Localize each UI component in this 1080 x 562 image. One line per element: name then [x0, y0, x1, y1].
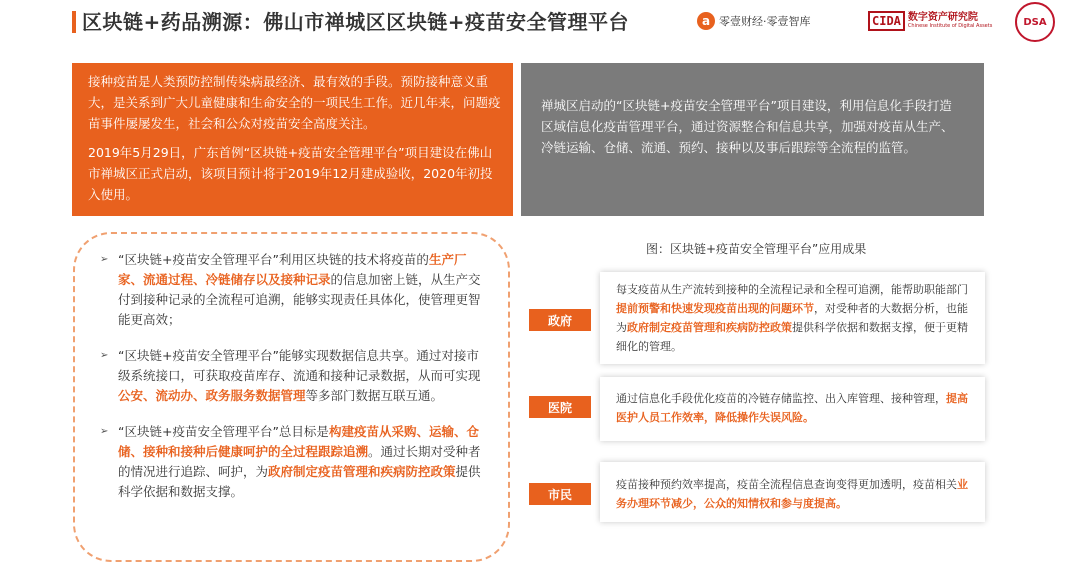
dsa-seal-text: DSA — [1023, 16, 1047, 28]
intro-paragraph-2: 2019年5月29日，广东首例“区块链+疫苗安全管理平台”项目建设在佛山市禅城区正式启动，该项目预计将于2019年12月建成验收，2020年初投入使用。 — [88, 145, 493, 202]
page-title: 区块链+药品溯源：佛山市禅城区区块链+疫苗安全管理平台 — [82, 10, 630, 34]
bullet-highlight: 生产厂家、流通过程、冷链储存以及接种记录 — [118, 252, 467, 287]
summary-text: 禅城区启动的“区块链+疫苗安全管理平台”项目建设，利用信息化手段打造区域信息化疫苗管理平台，通过资源整合和信息共享，加强对疫苗从生产、冷链运输、仓储、流通、预约、接种以及事后跟踪等全流程的监管。 — [541, 98, 954, 155]
card-text: 每支疫苗从生产流转到接种的全流程记录和全程可追溯，能帮助职能部门 — [616, 283, 968, 296]
bullets-panel — [100, 250, 488, 518]
summary-box — [521, 63, 984, 216]
card-text: 疫苗接种预约效率提高，疫苗全流程信息查询变得更加透明，疫苗相关 — [616, 478, 957, 491]
intro-paragraph-1: 接种疫苗是人类预防控制传染病最经济、最有效的手段。预防接种意义重大，是关系到广大儿童健康和生命安全的一项民生工作。近几年来，问题疫苗事件屡屡发生，社会和公众对疫苗安全高度关注。 — [88, 74, 501, 131]
arrow-bullet-icon: ➢ — [100, 254, 109, 265]
cida-logo — [868, 9, 992, 33]
cida-logo-mark: CIDA — [868, 11, 905, 31]
title-accent-bar — [72, 11, 76, 33]
result-card-hospital — [600, 377, 985, 441]
lingyi-logo-text: 零壹财经·零壹智库 — [719, 15, 811, 28]
lingyi-logo-icon: a — [697, 12, 715, 30]
bullet-item — [100, 250, 488, 330]
arrow-bullet-icon: ➢ — [100, 426, 109, 437]
card-text: 提供科学依据和数据支撑，便于更精细化的管理。 — [616, 321, 968, 353]
bullet-highlight: 公安、流动办、政务服务数据管理 — [118, 388, 306, 403]
bullet-text: 提供科学依据和数据支撑。 — [118, 464, 481, 499]
bullet-text: “区块链+疫苗安全管理平台”能够实现数据信息共享。通过对接市级系统接口，可获取疫苗库存、流通和接种记录数据，从而可实现 — [118, 348, 481, 383]
arrow-bullet-icon: ➢ — [100, 350, 109, 361]
card-highlight: 提前预警和快速发现疫苗出现的问题环节 — [616, 302, 814, 315]
bullet-text: 的信息加密上链，从生产交付到接种记录的全流程可追溯，能够实现责任具体化，使管理更智能更高效； — [118, 272, 481, 327]
cida-logo-cn: 数字资产研究院 — [907, 12, 978, 23]
card-text: ，对受种者的大数据分析，也能为 — [616, 302, 968, 334]
bullet-highlight: 构建疫苗从采购、运输、仓储、接种和接种后健康呵护的全过程跟踪追溯 — [118, 424, 479, 459]
bullet-item — [100, 422, 488, 502]
bullet-text: 等多部门数据互联互通。 — [305, 388, 444, 403]
card-highlight: 政府制定疫苗管理和疾病防控政策 — [627, 321, 792, 334]
bullet-item — [100, 346, 488, 406]
header — [0, 0, 1080, 44]
cida-logo-en: Chinese Institute of Digital Assets — [907, 23, 993, 29]
tag-citizen: 市民 — [529, 483, 591, 505]
card-highlight: 提高医护人员工作效率，降低操作失误风险。 — [616, 392, 968, 424]
figure-caption: 图：区块链+疫苗安全管理平台”应用成果 — [646, 242, 867, 256]
dsa-seal-icon — [1015, 2, 1055, 42]
result-card-government — [600, 272, 985, 364]
intro-box — [72, 63, 513, 216]
bullet-text: 。通过长期对受种者的情况进行追踪、呵护，为 — [118, 444, 481, 479]
result-card-citizen — [600, 462, 985, 522]
bullet-text: “区块链+疫苗安全管理平台”利用区块链的技术将疫苗的 — [118, 252, 429, 267]
card-highlight: 业务办理环节减少，公众的知情权和参与度提高。 — [616, 478, 968, 510]
bullet-text: “区块链+疫苗安全管理平台”总目标是 — [118, 424, 329, 439]
lingyi-logo — [697, 10, 811, 32]
card-text: 通过信息化手段优化疫苗的冷链存储监控、出入库管理、接种管理， — [616, 392, 946, 405]
bullet-highlight: 政府制定疫苗管理和疾病防控政策 — [268, 464, 456, 479]
tag-government: 政府 — [529, 309, 591, 331]
tag-hospital: 医院 — [529, 396, 591, 418]
